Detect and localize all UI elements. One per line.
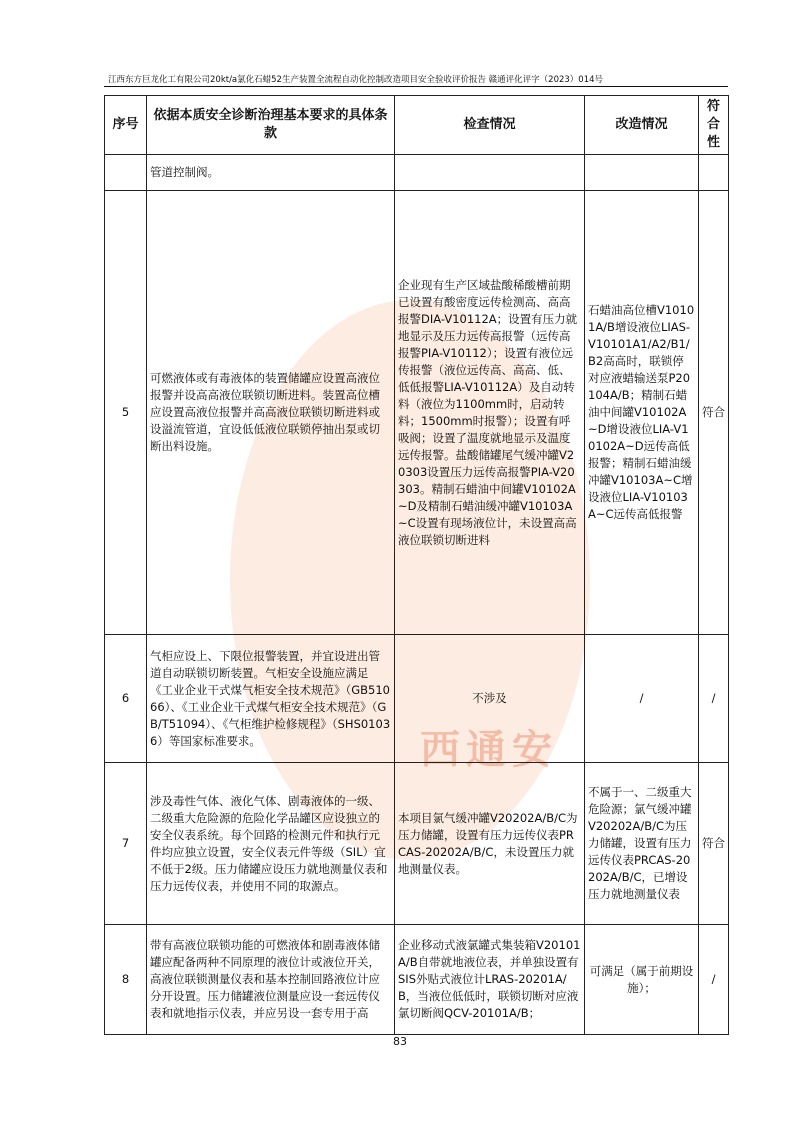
row-conformity: 符合: [699, 191, 729, 635]
row-check: 企业现有生产区域盐酸稀酸槽前期已设置有酸密度远传检测高、高高报警DIA-V10112A；设置有压力就地显示及压力远传高报警（远传高报警PIA-V10112）；设置有液位远传报警（液位远传高、高高、低、低低报警LIA-V10112A）及自动转料（液位为1100mm时，启动转料；1500mm时报警）；设置有呼吸阀；设置了温度就地显示及温度远传报警。盐酸储罐尾气缓冲罐V20303设置压力远传高报警PIA-V20303。精制石蜡油中间罐V10102A~D及精制石蜡油缓冲罐V10103A~C设置有现场液位计，未设置高高液位联锁切断进料: [395, 191, 585, 635]
watermark-text: 西通安: [420, 727, 558, 773]
column-header-no: 序号: [105, 96, 147, 155]
row-no: 5: [105, 191, 147, 635]
header-rule: [104, 86, 728, 87]
table-row: [105, 925, 729, 1035]
row-conformity: 符合: [699, 763, 729, 925]
row-no: 7: [105, 763, 147, 925]
row-clause: 可燃液体或有毒液体的装置储罐应设置高液位报警并设高高液位联锁切断进料。装置高位槽应设置高液位报警并高高液位联锁切断进料或设溢流管道，宜设低低液位联锁停抽出泵或切断出料设施。: [147, 191, 395, 635]
row-modify: 石蜡油高位槽V10101A/B增设液位LIAS-V10101A1/A2/B1/B2高高时，联锁停对应液蜡输送泵P20104A/B；精制石蜡油中间罐V10102A~D增设液位LIA-V10102A~D远传高低报警；精制石蜡油缓冲罐V10103A~C增设液位LIA-V10103A~C远传高低报警: [585, 191, 699, 635]
row-clause: 管道控制阀。: [147, 155, 395, 191]
row-check: 不涉及: [395, 635, 585, 763]
report-header: 江西东方巨龙化工有限公司20kt/a氯化石蜡52生产装置全流程自动化控制改造项目安全验收评价报告 赣通评化评字（2023）014号: [108, 75, 604, 85]
row-check: [395, 155, 585, 191]
row-conformity: /: [699, 925, 729, 1035]
row-modify: /: [585, 635, 699, 763]
row-check: 本项目氯气缓冲罐V20202A/B/C为压力储罐，设置有压力远传仪表PRCAS-20202A/B/C，未设置压力就地测量仪表。: [395, 763, 585, 925]
row-modify: 不属于一、二级重大危险源；氯气缓冲罐V20202A/B/C为压力储罐，设置有压力远传仪表PRCAS-20202A/B/C，已增设压力就地测量仪表: [585, 763, 699, 925]
row-clause: 涉及毒性气体、液化气体、剧毒液体的一级、二级重大危险源的危险化学品罐区应设独立的安全仪表系统。每个回路的检测元件和执行元件均应独立设置，安全仪表元件等级（SIL）宜不低于2级。压力储罐应设压力就地测量仪表和压力远传仪表，并使用不同的取源点。: [147, 763, 395, 925]
table-row: [105, 155, 729, 191]
table-row: [105, 635, 729, 763]
row-conformity: [699, 155, 729, 191]
inspection-table: [104, 95, 729, 1035]
column-header-check: 检查情况: [395, 96, 585, 155]
row-clause: 带有高液位联锁功能的可燃液体和剧毒液体储罐应配备两种不同原理的液位计或液位开关，高液位联锁测量仪表和基本控制回路液位计应分开设置。压力储罐液位测量应设一套远传仪表和就地指示仪表，并应另设一套专用于高: [147, 925, 395, 1035]
row-check: 企业移动式液氯罐式集装箱V20101A/B自带就地液位表，并单独设置有SIS外贴式液位计LRAS-20201A/B，当液位低低时，联锁切断对应液氯切断阀QCV-20101A/B；: [395, 925, 585, 1035]
row-conformity: /: [699, 635, 729, 763]
page-number: 83: [393, 1035, 407, 1048]
column-header-clause: 依据本质安全诊断治理基本要求的具体条款: [147, 96, 395, 155]
table-header-row: [105, 96, 729, 155]
row-clause: 气柜应设上、下限位报警装置，并宜设进出管道自动联锁切断装置。气柜安全设施应满足《工业企业干式煤气柜安全技术规范》（GB51066）、《工业企业干式煤气柜安全技术规范》（GB/T51094）、《气柜维护检修规程》（SHS01036）等国家标准要求。: [147, 635, 395, 763]
column-header-conformity: 符合性: [699, 96, 729, 155]
table-row: [105, 191, 729, 635]
row-no: 8: [105, 925, 147, 1035]
row-modify: [585, 155, 699, 191]
row-no: [105, 155, 147, 191]
table-row: [105, 763, 729, 925]
row-no: 6: [105, 635, 147, 763]
column-header-modify: 改造情况: [585, 96, 699, 155]
row-modify: 可满足（属于前期设施）；: [585, 925, 699, 1035]
